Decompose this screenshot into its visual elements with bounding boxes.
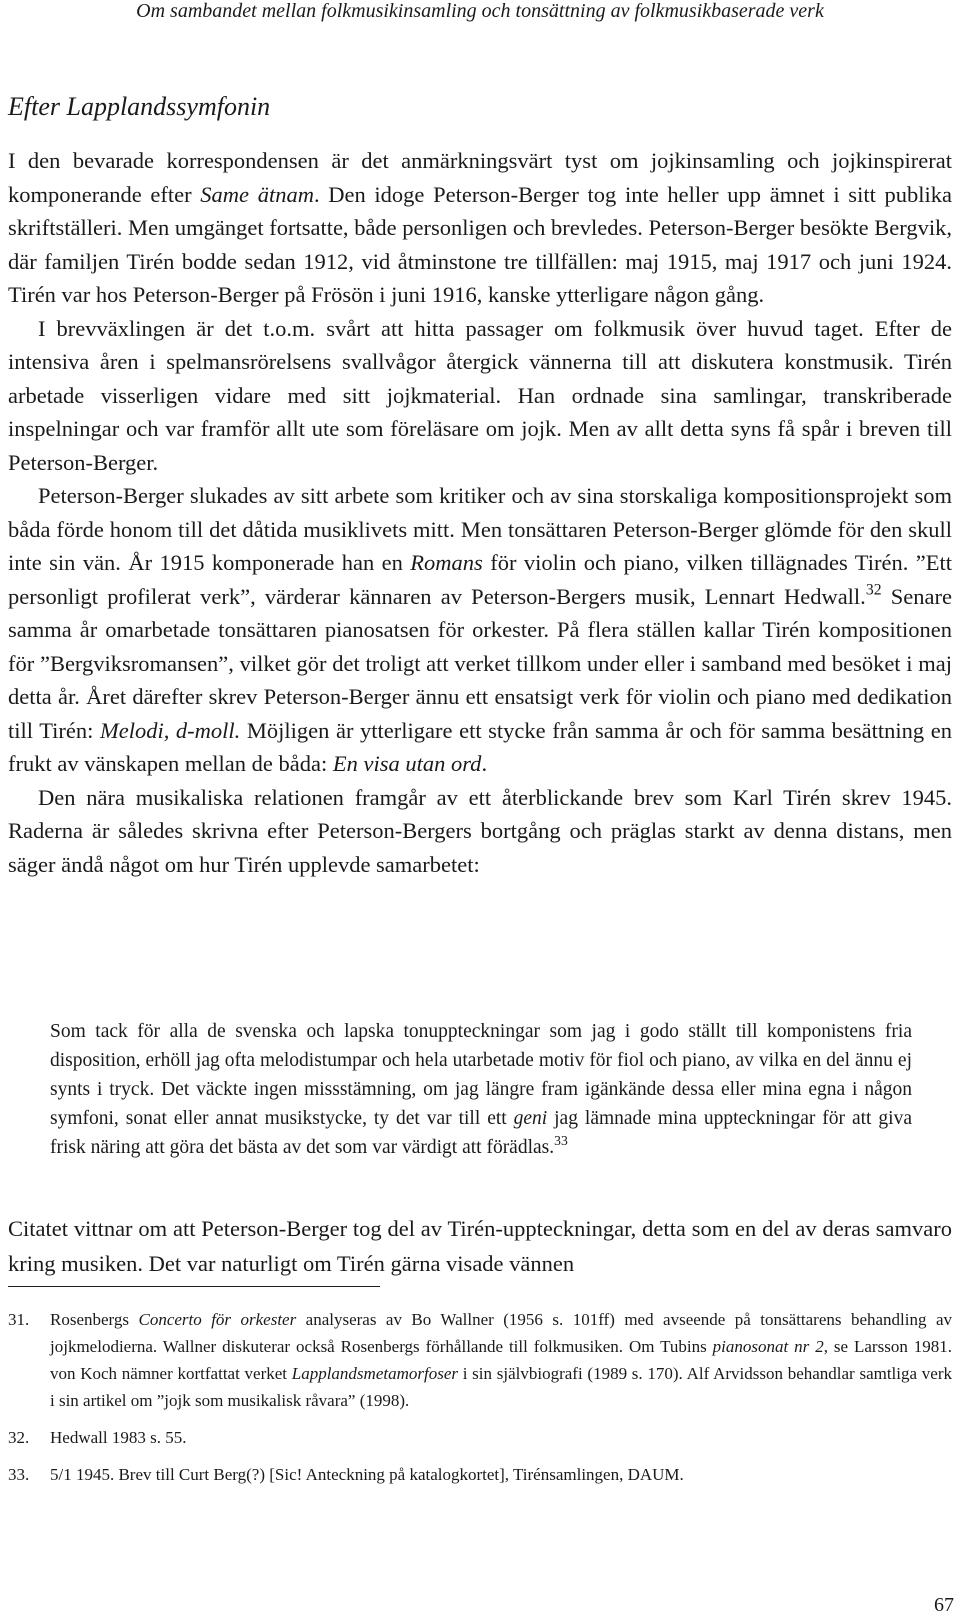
footnote-ref: 32 xyxy=(865,581,882,599)
running-header: Om sambandet mellan folkmusikinsamling och tonsättning av folkmusikbaserade verk xyxy=(136,0,824,22)
italic-text: pianosonat nr 2 xyxy=(712,1337,824,1356)
text-run: Hedwall 1983 s. 55. xyxy=(50,1428,187,1447)
footnote-text xyxy=(50,1306,952,1414)
footnote-divider xyxy=(8,1286,380,1287)
text-run: analyseras av Bo Wallner (1956 s. 101ff) med avseende på tonsättarens behandling av jojkmelodierna. Wallner diskuterar också Rosenbergs förhållande till folkmusiken. Om Tubins xyxy=(50,1310,952,1356)
text-run: . xyxy=(481,751,488,776)
text-run: I den bevarade korrespondensen är det anmärkningsvärt tyst om jojkinsamling och jojkinspirerat komponerande efter xyxy=(8,148,952,207)
footnote xyxy=(8,1306,952,1414)
italic-text: Romans xyxy=(410,550,483,575)
body-text xyxy=(8,144,952,881)
text-run: i sin självbiografi (1989 s. 170). Alf Arvidsson behandlar samtliga verk i sin artikel om ”jojk som musikalisk råvara” (1998). xyxy=(50,1364,952,1410)
text-run: för violin och piano, vilken tillägnades Tirén. ”Ett personligt profilerat verk”, värderar kännaren av Peterson-Bergers musik, Lennart Hedwall. xyxy=(8,550,952,609)
text-run: 5/1 1945. Brev till Curt Berg(?) [Sic! Anteckning på katalogkortet], Tirénsamlingen, DAUM. xyxy=(50,1465,684,1484)
italic-text: Concerto för orkester xyxy=(138,1310,297,1329)
text-run: Peterson-Berger slukades av sitt arbete som kritiker och av sina storskaliga kompositionsprojekt som båda förde honom till det dåtida musiklivets mitt. Men tonsättaren Peterson-Berger glömde för den skull inte sin vän. År 1915 komponerade han en xyxy=(8,483,952,575)
page-number: 67 xyxy=(934,1594,954,1616)
footnote-number: 32. xyxy=(8,1428,30,1447)
text-run: , se Larsson 1981. von Koch nämner kortfattat verket xyxy=(50,1337,953,1383)
text-run: . Den idoge Peterson-Berger tog inte heller upp ämnet i sitt publika skriftställeri. Men umgänget fortsatte, både personligen och brevledes. Peterson-Berger besökte Bergvik, där familjen Tirén bodde sedan 1912, vid åtminstone tre tillfällen: maj 1915, maj 1917 och juni 1924. Tirén var hos Peterson-Berger på Frösön i juni 1916, kanske ytterligare någon gång. xyxy=(8,181,952,307)
paragraph xyxy=(8,144,952,312)
text-run: Den nära musikaliska relationen framgår av ett återblickande brev som Karl Tirén skrev 1945. Raderna är således skrivna efter Peterson-Bergers bortgång och präglas starkt av denna distans, men säger ändå något om hur Tirén upplevde samarbetet: xyxy=(8,784,952,877)
footnote-text xyxy=(50,1424,952,1451)
text-run: Som tack för alla de svenska och lapska tonuppteckningar som jag i godo ställt till komponistens fria disposition, erhöll jag ofta melodistumpar och hela utarbetade motiv för fiol och piano, av vilka en del ännu ej synts i tryck. Det väckte ingen missstämning, om jag längre fram igänkände dessa eller mina egna i någon symfoni, sonat eller annat musikstycke, ty det var till ett xyxy=(50,1021,912,1129)
text-run: Senare samma år omarbetade tonsättaren pianosatsen för orkester. På flera ställen kallar Tirén kompositionen för ”Bergviksromansen”, vilket gör det troligt att verket tillkom under eller i samband med besöket i maj detta år. Året därefter skrev Peterson-Berger ännu ett ensatsigt verk för violin och piano med dedikation till Tirén: xyxy=(8,583,952,743)
paragraph xyxy=(8,312,952,480)
footnote xyxy=(8,1461,952,1488)
italic-text: Lapplandsmetamorfoser xyxy=(291,1364,458,1383)
italic-text: Same ätnam xyxy=(200,181,314,207)
footnote xyxy=(8,1424,952,1451)
footnote-number: 31. xyxy=(8,1310,30,1329)
text-run: Citatet vittnar om att Peterson-Berger tog del av Tirén-uppteckningar, detta som en del av deras samvaro kring musiken. Det var naturligt om Tirén gärna visade vännen xyxy=(8,1216,952,1276)
italic-text: geni xyxy=(513,1108,548,1129)
text-run: Rosenbergs xyxy=(50,1310,139,1329)
italic-text: Melodi, d-moll. xyxy=(99,717,241,743)
text-run: I brevväxlingen är det t.o.m. svårt att hitta passager om folkmusik över huvud taget. Efter de intensiva åren i spelmansrörelsens svallvågor återgick vännerna till att diskutera konstmusik. Tirén arbetade visserligen vidare med sitt jojkmaterial. Han ordnade sina samlingar, transkriberade inspelningar och var framför allt ute som föreläsare om jojk. Men av allt detta syns få spår i breven till Peterson-Berger. xyxy=(8,315,952,475)
paragraph xyxy=(8,479,952,781)
text-run: Möjligen är ytterligare ett stycke från samma år och för samma besättning en frukt av vänskapen mellan de båda: xyxy=(8,717,952,776)
paragraph xyxy=(8,781,952,882)
footnote-number: 33. xyxy=(8,1465,30,1484)
paragraph xyxy=(8,1211,952,1281)
italic-text: En visa utan ord xyxy=(332,751,482,776)
footnotes xyxy=(8,1306,952,1498)
footnote-ref: 33 xyxy=(554,1132,568,1148)
text-run: jag lämnade mina uppteckningar för att giva frisk näring att göra det bästa av det som var värdigt att förädlas. xyxy=(50,1108,912,1158)
footnote-text xyxy=(50,1461,952,1488)
section-heading: Efter Lapplandssymfonin xyxy=(8,92,271,121)
block-quote xyxy=(50,1017,912,1162)
